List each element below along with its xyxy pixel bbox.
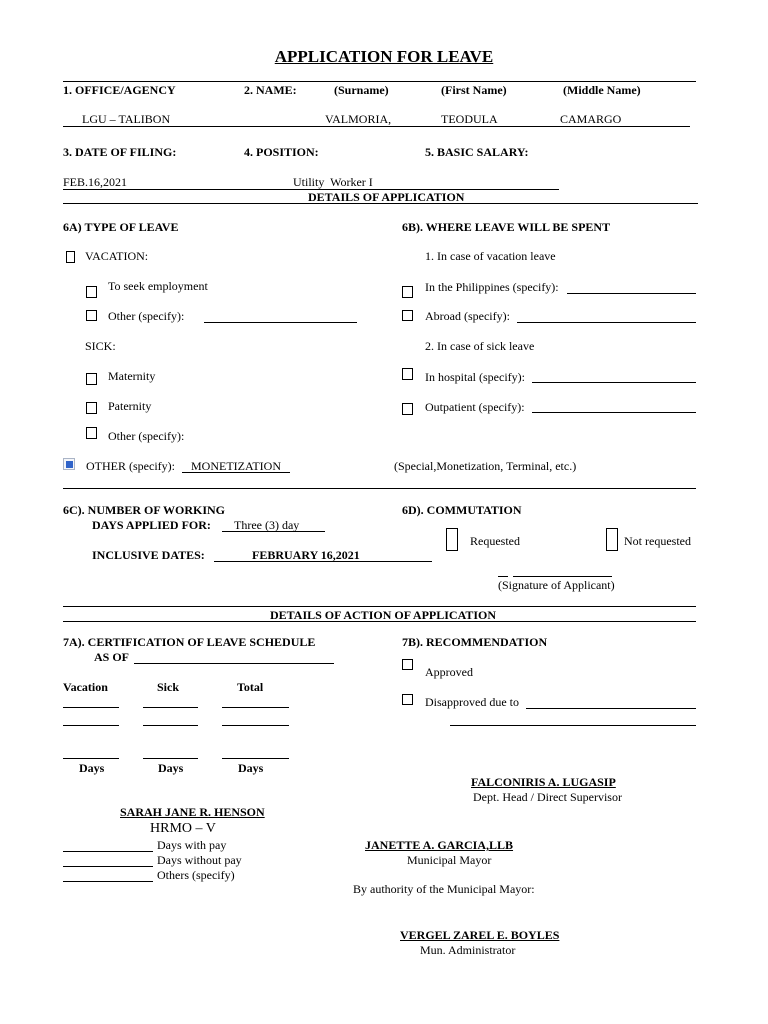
total-blank-line [222, 758, 289, 759]
column-sick: Sick [157, 680, 180, 694]
vacation-label: VACATION: [85, 249, 149, 263]
mayor-name: JANETTE A. GARCIA,LLB [365, 838, 514, 852]
position-label: 4. POSITION: [244, 145, 319, 159]
first-name-label: (First Name) [441, 83, 507, 97]
sick-other-checkbox [86, 427, 97, 439]
paternity-label: Paternity [108, 399, 152, 413]
philippines-checkbox [402, 286, 413, 298]
seek-employment-checkbox [86, 286, 97, 298]
sick-blank-line [143, 707, 198, 708]
others-label: Others (specify) [157, 868, 235, 882]
approved-label: Approved [425, 665, 473, 679]
outpatient-label: Outpatient (specify): [425, 400, 525, 414]
total-blank-line [222, 725, 289, 726]
vacation-case-label: 1. In case of vacation leave [425, 249, 556, 263]
mayor-title: Municipal Mayor [407, 853, 492, 867]
others-blank-line [63, 881, 153, 882]
office-label: 1. OFFICE/AGENCY [63, 83, 176, 97]
supervisor-name: FALCONIRIS A. LUGASIP [471, 775, 616, 789]
disapproved-blank-line [450, 725, 696, 726]
outpatient-blank-line [532, 412, 696, 413]
position-value: Utility Worker I [293, 175, 373, 189]
as-of-blank-line [134, 663, 334, 664]
paternity-checkbox [86, 402, 97, 414]
days-with-pay-blank-line [63, 851, 153, 852]
hospital-checkbox [402, 368, 413, 380]
column-total: Total [237, 680, 264, 694]
maternity-label: Maternity [108, 369, 156, 383]
vacation-other-blank-line [204, 322, 357, 323]
administrator-title: Mun. Administrator [420, 943, 516, 957]
administrator-name: VERGEL ZAREL E. BOYLES [400, 928, 560, 942]
sick-blank-line [143, 725, 198, 726]
surname-label: (Surname) [334, 83, 389, 97]
vacation-blank-line [63, 758, 119, 759]
hrmo-name: SARAH JANE R. HENSON [120, 805, 265, 819]
office-value: LGU – TALIBON [82, 112, 171, 126]
details-of-action-heading: DETAILS OF ACTION OF APPLICATION [270, 608, 497, 622]
disapproved-blank-line [526, 708, 696, 709]
other-value-underline [182, 472, 290, 473]
applicant-signature-line [513, 576, 612, 577]
column-vacation: Vacation [63, 680, 108, 694]
date-of-filing-value: FEB.16,2021 [63, 175, 128, 189]
days-without-pay-blank-line [63, 866, 153, 867]
days-applied-underline [222, 531, 325, 532]
section-rule [63, 621, 696, 622]
philippines-label: In the Philippines (specify): [425, 280, 559, 294]
disapproved-label: Disapproved due to [425, 695, 519, 709]
form-title: APPLICATION FOR LEAVE [274, 47, 494, 66]
sick-days-label: Days [158, 761, 184, 775]
name-underline [63, 126, 690, 127]
surname-value: VALMORIA, [325, 112, 392, 126]
date-of-filing-label: 3. DATE OF FILING: [63, 145, 177, 159]
details-of-application-heading: DETAILS OF APPLICATION [308, 190, 465, 204]
basic-salary-label: 5. BASIC SALARY: [425, 145, 529, 159]
vacation-other-checkbox [86, 310, 97, 321]
section-rule [63, 488, 696, 489]
name-label: 2. NAME: [244, 83, 297, 97]
days-with-pay-label: Days with pay [157, 838, 227, 852]
maternity-checkbox [86, 373, 97, 385]
other-checkbox-mark [66, 461, 73, 468]
days-applied-value: Three (3) day [234, 518, 300, 532]
sick-label: SICK: [85, 339, 116, 353]
first-name-value: TEODULA [441, 112, 498, 126]
not-requested-label: Not requested [624, 534, 691, 548]
vacation-other-label: Other (specify): [108, 309, 185, 323]
hrmo-title: HRMO – V [150, 821, 216, 836]
section-rule [63, 606, 696, 607]
approved-checkbox [402, 659, 413, 670]
hospital-blank-line [532, 382, 696, 383]
days-applied-label: DAYS APPLIED FOR: [92, 518, 211, 532]
abroad-blank-line [517, 322, 696, 323]
sick-other-label: Other (specify): [108, 429, 185, 443]
commutation-heading: 6D). COMMUTATION [402, 503, 522, 517]
as-of-label: AS OF [94, 650, 130, 664]
authority-text: By authority of the Municipal Mayor: [353, 882, 535, 896]
total-days-label: Days [238, 761, 264, 775]
other-checkbox [63, 458, 75, 470]
applicant-signature-line [498, 576, 508, 577]
seek-employment-label: To seek employment [108, 279, 208, 293]
working-days-heading: 6C). NUMBER OF WORKING [63, 503, 225, 517]
certification-heading: 7A). CERTIFICATION OF LEAVE SCHEDULE [63, 635, 316, 649]
sick-blank-line [143, 758, 198, 759]
other-examples: (Special,Monetization, Terminal, etc.) [394, 459, 577, 473]
section-rule [63, 203, 698, 204]
inclusive-dates-underline [214, 561, 432, 562]
not-requested-checkbox [606, 528, 618, 551]
inclusive-dates-value: FEBRUARY 16,2021 [252, 548, 360, 562]
recommendation-heading: 7B). RECOMMENDATION [402, 635, 548, 649]
vacation-blank-line [63, 707, 119, 708]
other-label: OTHER (specify): [86, 459, 175, 473]
days-without-pay-label: Days without pay [157, 853, 242, 867]
philippines-blank-line [567, 293, 696, 294]
vacation-blank-line [63, 725, 119, 726]
abroad-checkbox [402, 310, 413, 321]
type-of-leave-heading: 6A) TYPE OF LEAVE [63, 220, 179, 234]
applicant-signature-caption: (Signature of Applicant) [498, 578, 615, 592]
middle-name-label: (Middle Name) [563, 83, 641, 97]
title-rule [63, 81, 696, 82]
inclusive-dates-label: INCLUSIVE DATES: [92, 548, 205, 562]
hospital-label: In hospital (specify): [425, 370, 525, 384]
sick-case-label: 2. In case of sick leave [425, 339, 535, 353]
requested-checkbox [446, 528, 458, 551]
outpatient-checkbox [402, 403, 413, 415]
disapproved-checkbox [402, 694, 413, 705]
supervisor-title: Dept. Head / Direct Supervisor [473, 790, 622, 804]
other-value: MONETIZATION [191, 459, 281, 473]
vacation-days-label: Days [79, 761, 105, 775]
middle-name-value: CAMARGO [560, 112, 622, 126]
total-blank-line [222, 707, 289, 708]
vacation-checkbox [66, 251, 75, 263]
requested-label: Requested [470, 534, 520, 548]
abroad-label: Abroad (specify): [425, 309, 510, 323]
where-spent-heading: 6B). WHERE LEAVE WILL BE SPENT [402, 220, 611, 234]
